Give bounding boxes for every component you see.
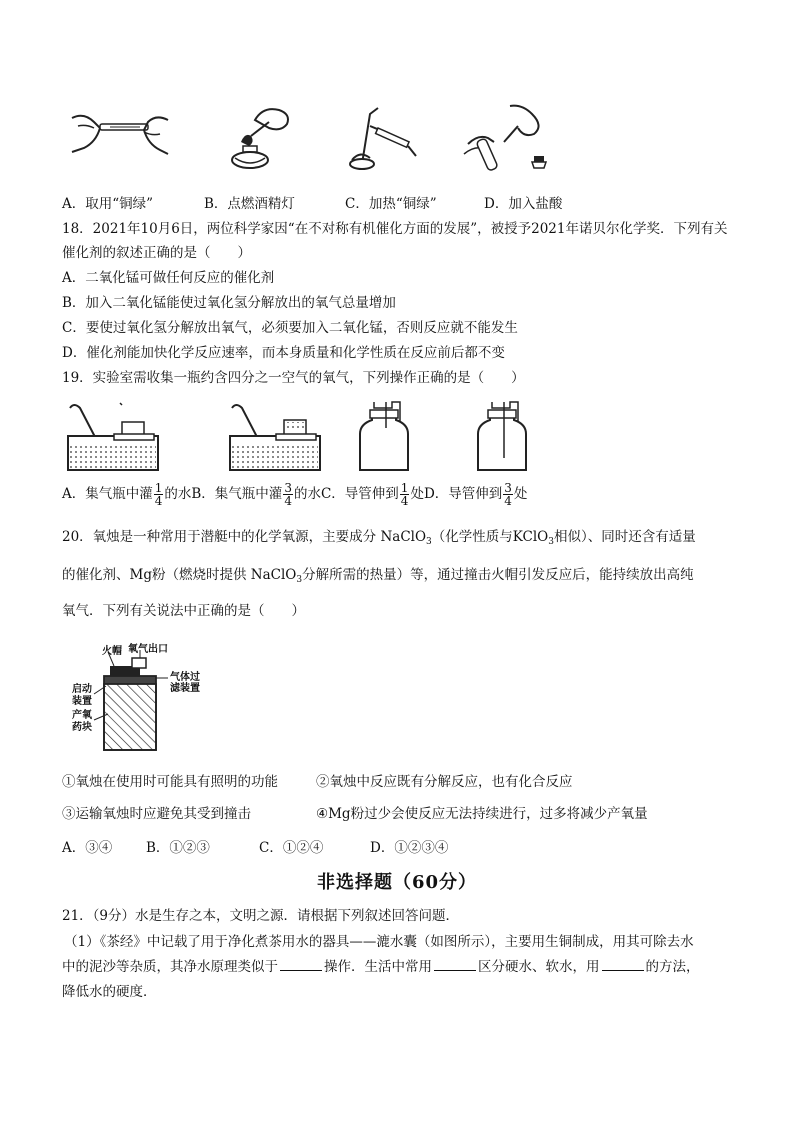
fraction-denominator: 4 [504,494,512,508]
q19-figure-a [64,400,164,474]
q20-statement-4: ④Mg粉过少会使反应无法持续进行，过多将减少产氧量 [316,806,648,822]
fig-label-start [72,684,92,708]
fig-label-filter-2: 滤装置 [170,683,200,694]
q19-option-c-text: C．导管伸到 [320,486,399,502]
q17-figure-d [460,104,552,178]
q19-option-a-text: A．集气瓶中灌 [62,486,153,502]
answer-blank-1[interactable] [280,957,322,971]
q21-p2d: 的方法， [645,959,700,975]
q20-l1b: （化学性质与KClO [431,529,549,545]
q19-options [62,482,527,507]
q19-figure-d [474,398,534,474]
fig-label-block-2: 药块 [72,722,92,733]
q19-option-c-fraction [400,482,410,507]
fraction-numerator: 3 [504,481,512,495]
q20-stem-line2 [62,565,694,590]
q19-option-d-fraction [503,482,513,507]
fraction-numerator: 1 [154,481,163,495]
q21-p2c: 区分硬水、软水，用 [478,959,600,975]
q19-option-d-text: D．导管伸到 [423,486,503,502]
fraction-denominator: 4 [284,494,292,508]
q20-l1a: 20．氧烛是一种常用于潜艇中的化学氧源，主要成分 NaClO [62,529,427,545]
q20-l1c: 相似）、同时还含有适量 [553,529,696,545]
fig-label-filter [170,672,200,694]
q20-option-a: A．③④ [62,840,113,856]
fraction-denominator: 4 [400,494,409,508]
q20-stem-line1 [62,527,696,552]
fig-label-filter-1: 气体过 [170,672,200,683]
fraction-numerator: 3 [284,481,292,495]
q20-option-c: C．①②④ [259,840,324,856]
subscript: 3 [426,537,432,547]
q19-option-a-suffix: 的水 [164,486,192,502]
q20-stem-line3: 氧气．下列有关说法中正确的是（ ） [62,603,305,619]
q17-figure-a [70,108,170,164]
q19-option-b-text: B．集气瓶中灌 [191,486,283,502]
q20-statement-1: ①氧烛在使用时可能具有照明的功能 [62,774,278,790]
q19-stem: 19．实验室需收集一瓶约含四分之一空气的氧气，下列操作正确的是（ ） [62,370,525,386]
q17-option-a: A．取用“铜绿” [62,196,154,212]
q20-statement-2: ②氧烛中反应既有分解反应，也有化合反应 [316,774,573,790]
q17-figure-b [225,102,295,170]
q17-figure-c [342,102,422,172]
q19-figure-c [356,398,416,474]
q17-option-d: D．加入盐酸 [484,196,563,212]
q20-l2b: 分解所需的热量）等，通过撞击火帽引发反应后，能持续放出高纯 [302,567,694,583]
q21-part1-line1: （1）《茶经》中记载了用于净化煮茶用水的器具——漉水囊（如图所示），主要用生铜制成，用其可除去水 [64,934,694,950]
fig-label-cap: 火帽 [102,646,122,657]
q21-p2a: 中的泥沙等杂质，其净水原理类似于 [62,959,278,975]
q20-option-d: D．①②③④ [370,840,449,856]
q18-stem-line2: 催化剂的叙述正确的是（ ） [62,245,251,261]
fraction-numerator: 1 [400,481,409,495]
q19-option-b-suffix: 的水 [293,486,321,502]
q19-option-b-fraction [283,482,293,507]
fig-label-start-2: 装置 [72,696,92,707]
q18-option-b: B．加入二氧化锰能使过氧化氢分解放出的氧气总量增加 [62,295,396,311]
fig-label-block [72,710,92,734]
q17-option-c: C．加热“铜绿” [345,196,437,212]
q18-option-d: D．催化剂能加快化学反应速率，而本身质量和化学性质在反应前后都不变 [62,345,505,361]
q20-statement-3: ③运输氧烛时应避免其受到撞击 [62,806,251,822]
q18-option-c: C．要使过氧化氢分解放出氧气，必须要加入二氧化锰，否则反应就不能发生 [62,320,518,336]
q21-stem: 21．（9分）水是生存之本，文明之源．请根据下列叙述回答问题． [62,908,460,924]
fraction-denominator: 4 [154,494,163,508]
q21-p2b: 操作．生活中常用 [324,959,432,975]
q17-option-b: B．点燃酒精灯 [204,196,295,212]
subscript: 3 [548,537,554,547]
subscript: 3 [296,575,303,585]
q18-stem-line1: 18．2021年10月6日，两位科学家因“在不对称有机催化方面的发展”，被授予2021年诺贝尔化学奖．下列有关 [62,221,728,237]
q21-part1-line3: 降低水的硬度． [62,984,157,1000]
q21-part1-line2 [62,957,700,977]
q19-option-a-fraction [154,482,164,507]
q19-option-d-suffix: 处 [513,486,528,502]
q20-l2a: 的催化剂、Mg粉（燃烧时提供 NaClO [62,567,297,583]
answer-blank-3[interactable] [602,957,644,971]
section-title: 非选择题（60分） [316,872,478,893]
answer-blank-2[interactable] [434,957,476,971]
q18-option-a: A．二氧化锰可做任何反应的催化剂 [62,270,275,286]
q19-option-c-suffix: 处 [410,486,424,502]
q20-option-b: B．①②③ [146,840,210,856]
q19-figure-b [226,400,326,474]
fig-label-outlet: 氧气出口 [128,644,168,655]
fig-label-block-1: 产氧 [72,710,92,721]
fig-label-start-1: 启动 [72,684,92,695]
